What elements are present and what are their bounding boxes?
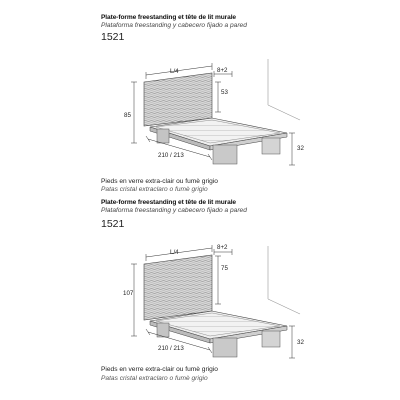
dim-offset: 8+2 — [217, 244, 228, 251]
bed-spec-section-1 — [0, 0, 400, 198]
dim-offset: 8+2 — [217, 67, 228, 74]
legs-note-translation: Patas cristal extraclaro o fumè grigio — [101, 186, 208, 193]
dim-total-height: 107 — [123, 290, 134, 297]
model-code: 1521 — [101, 218, 125, 230]
leg-front — [213, 145, 237, 164]
dim-base-height: 32 — [297, 145, 304, 152]
leg-left — [157, 129, 169, 143]
section-title: Plate-forme freestanding et tête de lit murale — [101, 14, 237, 21]
dim-base-height: 32 — [297, 339, 304, 346]
legs-note: Pieds en verre extra-clair ou fumè grigio — [101, 366, 218, 373]
legs-note-translation: Patas cristal extraclaro o fumè grigio — [101, 375, 208, 382]
dim-total-height: 85 — [124, 112, 131, 119]
model-code: 1521 — [101, 31, 125, 43]
bed-spec-section-2 — [0, 196, 400, 394]
bed-drawing — [0, 196, 400, 394]
bed-drawing — [0, 0, 400, 198]
leg-rear — [262, 331, 280, 347]
headboard — [144, 73, 212, 126]
section-subtitle: Plataforma freestanding y cabecero fijado a pared — [101, 22, 247, 29]
dim-length: 210 / 213 — [158, 152, 184, 159]
section-subtitle: Plataforma freestanding y cabecero fijado a pared — [101, 207, 247, 214]
legs-note: Pieds en verre extra-clair ou fumè grigio — [101, 178, 218, 185]
leg-front — [213, 338, 237, 357]
headboard — [144, 255, 212, 320]
dim-headboard-height: 53 — [221, 89, 228, 96]
leg-rear — [262, 138, 280, 154]
dim-headboard-width: L/4 — [170, 249, 179, 256]
dim-length: 210 / 213 — [158, 345, 184, 352]
wall-lines — [268, 59, 300, 120]
section-title: Plate-forme freestanding et tête de lit murale — [101, 199, 237, 206]
dim-headboard-height: 75 — [221, 265, 228, 272]
dim-headboard-width: L/4 — [170, 68, 179, 75]
wall-lines — [268, 246, 300, 314]
